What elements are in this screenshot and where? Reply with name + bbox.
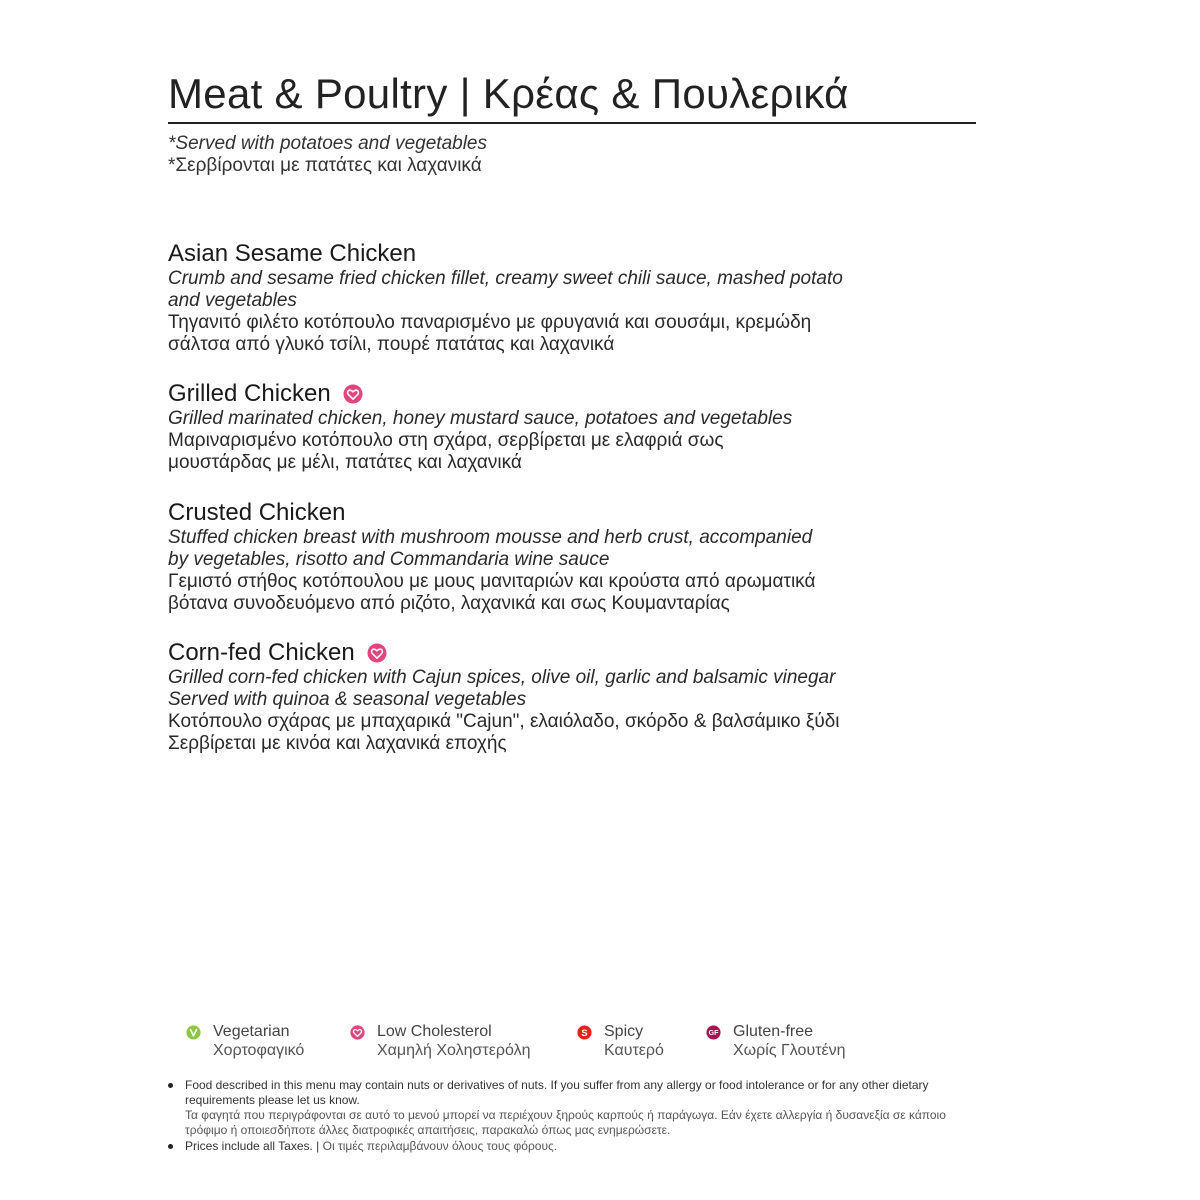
served-with-note-gr: *Σερβίρονται με πατάτες και λαχανικά xyxy=(168,155,482,176)
served-with-note-en: *Served with potatoes and vegetables xyxy=(168,133,487,154)
low-cholesterol-heart-icon xyxy=(343,384,363,404)
allergy-note xyxy=(168,1078,968,1138)
dish-description-gr: Τηγανιτό φιλέτο κοτόπουλο παναρισμένο με φρυγανιά και σουσάμι, κρεμώδη xyxy=(168,312,812,333)
legend-label xyxy=(733,1022,846,1060)
low-cholesterol-heart-icon xyxy=(350,1025,365,1040)
page-title: Meat & Poultry | Κρέας & Πουλερικά xyxy=(168,70,849,117)
dish-description-en: Served with quinoa & seasonal vegetables xyxy=(168,689,527,710)
legend-label-en: Gluten-free xyxy=(733,1023,814,1040)
dish-name-text: Asian Sesame Chicken xyxy=(168,240,417,267)
legend-label-gr: Χωρίς Γλουτένη xyxy=(733,1042,846,1059)
legend-item-spicy xyxy=(577,1022,706,1060)
title-divider xyxy=(168,122,976,124)
allergy-note-en: Food described in this menu may contain nuts or derivatives of nuts. If you suffer from any allergy or food intolerance or for any other dietary requirements please let us know. xyxy=(185,1078,929,1107)
dish-description-gr: Σερβίρεται με κινόα και λαχανικά εποχής xyxy=(168,733,507,754)
dish-name-text: Grilled Chicken xyxy=(168,380,331,407)
legend-label-en: Spicy xyxy=(604,1023,644,1040)
legend-label xyxy=(604,1022,664,1060)
dish-name xyxy=(168,499,908,527)
dish-name xyxy=(168,639,908,667)
dish-description-en: and vegetables xyxy=(168,290,297,311)
dish-description-gr: Γεμιστό στήθος κοτόπουλου με μους μανιταριών και κρούστα από αρωματικά xyxy=(168,571,816,592)
gluten-free-icon xyxy=(706,1025,721,1040)
gluten-free-icon-glyph: GF xyxy=(708,1030,719,1038)
vegetarian-icon xyxy=(186,1025,201,1040)
footer-notes xyxy=(168,1078,968,1154)
dish-name xyxy=(168,240,908,268)
legend-item-gluten-free xyxy=(706,1022,886,1060)
dish-description-gr: Μαριναρισμένο κοτόπουλο στη σχάρα, σερβίρεται με ελαφριά σως xyxy=(168,430,724,451)
legend-item-low-cholesterol xyxy=(350,1022,577,1060)
taxes-note-gr: Οι τιμές περιλαμβάνουν όλους τους φόρους. xyxy=(322,1139,558,1153)
legend-label-en: Low Cholesterol xyxy=(377,1023,492,1040)
legend-label-gr: Χαμηλή Χοληστερόλη xyxy=(377,1042,531,1059)
dish-description-gr: σάλτσα από γλυκό τσίλι, πουρέ πατάτας και λαχανικά xyxy=(168,334,615,355)
dish-description-gr: μουστάρδας με μέλι, πατάτες και λαχανικά xyxy=(168,452,522,473)
taxes-note-separator: | xyxy=(312,1139,323,1153)
spicy-icon-glyph: S xyxy=(581,1027,588,1038)
low-cholesterol-heart-icon xyxy=(367,643,387,663)
dish-description-en: by vegetables, risotto and Commandaria wine sauce xyxy=(168,549,610,570)
menu-item xyxy=(168,380,908,474)
taxes-note-en: Prices include all Taxes. xyxy=(185,1139,313,1153)
legend-label xyxy=(213,1022,304,1060)
legend-item-vegetarian xyxy=(186,1022,350,1060)
served-with-note xyxy=(168,133,487,177)
legend-label-gr: Καυτερό xyxy=(604,1042,664,1059)
taxes-note xyxy=(168,1139,968,1154)
dish-description-en: Crumb and sesame fried chicken fillet, creamy sweet chili sauce, mashed potato xyxy=(168,268,843,289)
dish-description-en: Stuffed chicken breast with mushroom mousse and herb crust, accompanied xyxy=(168,527,813,548)
allergy-note-gr: Τα φαγητά που περιγράφονται σε αυτό το μενού μπορεί να περιέχουν ξηρούς καρπούς ή παράγωγα. Εάν έχετε αλλεργία ή δυσανεξία σε κάποιο τρόφιμο ή οποιεσδήποτε άλλες διατροφικές απαιτήσεις, παρακαλώ όπως μας ενημερώσετε. xyxy=(185,1108,946,1137)
menu-item xyxy=(168,639,908,755)
legend-label-en: Vegetarian xyxy=(213,1023,290,1040)
dish-name-text: Corn-fed Chicken xyxy=(168,639,355,666)
spicy-icon xyxy=(577,1025,592,1040)
legend-label-gr: Χορτοφαγικό xyxy=(213,1042,305,1059)
dietary-legend xyxy=(186,1022,886,1060)
dish-description-gr: Κοτόπουλο σχάρας με μπαχαρικά "Cajun", ελαιόλαδο, σκόρδο & βαλσάμικο ξύδι xyxy=(168,711,840,732)
dish-name xyxy=(168,380,908,408)
legend-label xyxy=(377,1022,530,1060)
dish-description-en: Grilled corn-fed chicken with Cajun spices, olive oil, garlic and balsamic vinegar xyxy=(168,667,836,688)
dish-name-text: Crusted Chicken xyxy=(168,499,346,526)
menu-item xyxy=(168,240,908,356)
menu-item xyxy=(168,499,908,615)
dish-description-en: Grilled marinated chicken, honey mustard sauce, potatoes and vegetables xyxy=(168,408,793,429)
dish-description-gr: βότανα συνοδευόμενο από ριζότο, λαχανικά και σως Κουμανταρίας xyxy=(168,593,730,614)
